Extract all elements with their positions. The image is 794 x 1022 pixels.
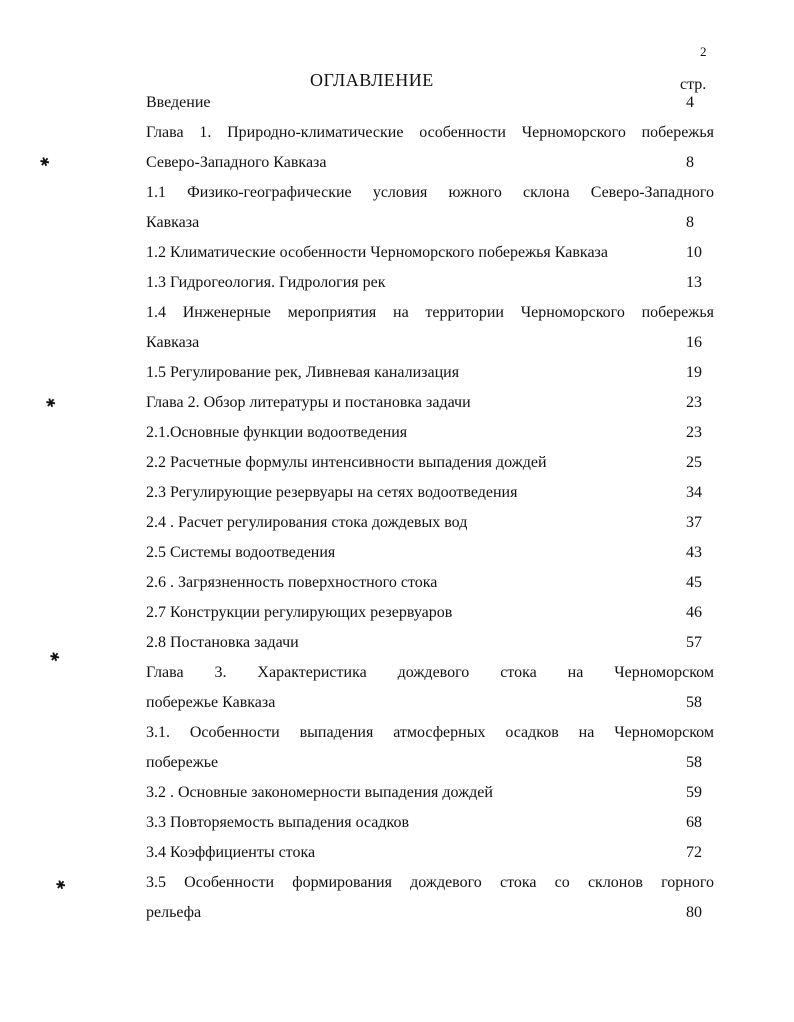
toc-entry-page: 43 — [686, 544, 702, 561]
toc-entry-title-line1: Глава 3. Характеристика дождевого стока на Черноморском — [146, 664, 714, 681]
toc-entry-title: Введение — [146, 94, 211, 111]
toc-entry-title-line1: 1.1 Физико-географические условия южного склона Северо-Западного — [146, 184, 714, 201]
toc-entry-title: Глава 2. Обзор литературы и постановка задачи — [146, 394, 471, 411]
toc-entry-title: 3.3 Повторяемость выпадения осадков — [146, 814, 410, 831]
toc-entry-title-line2 — [146, 208, 714, 238]
toc-entry — [146, 658, 714, 718]
toc-entry — [146, 88, 714, 118]
toc-entry — [146, 568, 714, 598]
toc-entry-title: 2.1.Основные функции водоотведения — [146, 424, 408, 441]
page-title: ОГЛАВЛЕНИЕ — [310, 70, 434, 90]
toc-entry-title: 1.3 Гидрогеология. Гидрология рек — [146, 274, 386, 291]
toc-entry-page: 37 — [686, 514, 702, 531]
scan-mark-icon: ✱ — [47, 648, 62, 666]
toc-entry — [146, 178, 714, 238]
toc-entry-title-line2 — [146, 148, 714, 178]
toc-entry-title: 2.6 . Загрязненность поверхностного стока — [146, 574, 438, 591]
toc-entry-page: 19 — [686, 364, 702, 381]
toc-entry-page: 46 — [686, 604, 702, 621]
toc-entry-title-line2-text: Кавказа — [146, 334, 200, 351]
toc-entry — [146, 118, 714, 178]
toc-entry-title-line1: 1.4 Инженерные мероприятия на территории Черноморского побережья — [146, 304, 714, 321]
toc-entry — [146, 838, 714, 868]
toc-entry-title: 2.5 Системы водоотведения — [146, 544, 336, 561]
toc-entry-title-line2 — [146, 898, 714, 928]
toc-entry-title-line2-text: Кавказа — [146, 214, 200, 231]
toc-entry-title-line2-text: Северо-Западного Кавказа — [146, 154, 327, 171]
scan-mark-icon: ✱ — [37, 153, 52, 171]
toc-entry — [146, 808, 714, 838]
toc-entry-page: 4 — [686, 94, 694, 111]
scan-mark-icon: ✱ — [43, 394, 58, 412]
toc-entry-title: 2.2 Расчетные формулы интенсивности выпадения дождей — [146, 454, 547, 471]
toc-entry — [146, 508, 714, 538]
toc-entry-title-line2 — [146, 328, 714, 358]
page-number: 2 — [700, 44, 707, 59]
toc-entry — [146, 868, 714, 928]
toc-entry-page: 23 — [686, 394, 702, 411]
toc-entry — [146, 238, 714, 268]
toc-entry-page: 72 — [686, 844, 702, 861]
toc-entry-page: 13 — [686, 274, 702, 291]
toc-entry-page: 25 — [686, 454, 702, 471]
toc-entry — [146, 598, 714, 628]
toc-entry-page: 57 — [686, 634, 702, 651]
toc-entry-page: 23 — [686, 424, 702, 441]
toc-entry — [146, 478, 714, 508]
toc-entry — [146, 418, 714, 448]
toc-entry-page: 34 — [686, 484, 702, 501]
toc-entry-title-line2-text: побережье Кавказа — [146, 694, 276, 711]
toc-entry — [146, 358, 714, 388]
toc-entry-page: 68 — [686, 814, 702, 831]
toc-entry-page: 8 — [686, 154, 694, 171]
toc-entry-title-line2 — [146, 748, 714, 778]
toc-entry-title: 1.2 Климатические особенности Черноморского побережья Кавказа — [146, 244, 608, 261]
toc-entry-title-line2 — [146, 688, 714, 718]
toc-entry-page: 58 — [686, 694, 702, 711]
toc-entry-page: 59 — [686, 784, 702, 801]
scan-mark-icon: ✱ — [53, 876, 68, 894]
toc-entry-title: 1.5 Регулирование рек, Ливневая канализация — [146, 364, 460, 381]
toc-entry — [146, 298, 714, 358]
toc-entry-page: 58 — [686, 754, 702, 771]
page-column-label: стр. — [680, 76, 707, 93]
toc-entry-title-line1: 3.5 Особенности формирования дождевого стока со склонов горного — [146, 874, 714, 891]
toc-entry — [146, 778, 714, 808]
toc-entry-page: 10 — [686, 244, 702, 261]
toc-entry-title-line2-text: рельефа — [146, 904, 202, 921]
toc-entry — [146, 388, 714, 418]
toc-entry-title-line1: Глава 1. Природно-климатические особенности Черноморского побережья — [146, 124, 714, 141]
toc-entry-page: 80 — [686, 904, 702, 921]
toc-entry-title-line1: 3.1. Особенности выпадения атмосферных осадков на Черноморском — [146, 724, 714, 741]
toc-entry-title: 2.4 . Расчет регулирования стока дождевых вод — [146, 514, 468, 531]
toc-entry — [146, 448, 714, 478]
toc-entry-page: 16 — [686, 334, 702, 351]
toc-entry-title: 3.4 Коэффициенты стока — [146, 844, 316, 861]
toc-entry-title: 2.3 Регулирующие резервуары на сетях водоотведения — [146, 484, 518, 501]
toc-entry — [146, 268, 714, 298]
toc-entry — [146, 628, 714, 658]
toc-entry-page: 45 — [686, 574, 702, 591]
toc-entry — [146, 718, 714, 778]
toc-entry-title: 2.7 Конструкции регулирующих резервуаров — [146, 604, 453, 621]
toc-entry-page: 8 — [686, 214, 694, 231]
toc-entry-title: 3.2 . Основные закономерности выпадения дождей — [146, 784, 493, 801]
toc-entry-title-line2-text: побережье — [146, 754, 219, 771]
toc-entry — [146, 538, 714, 568]
toc-entry-title: 2.8 Постановка задачи — [146, 634, 299, 651]
